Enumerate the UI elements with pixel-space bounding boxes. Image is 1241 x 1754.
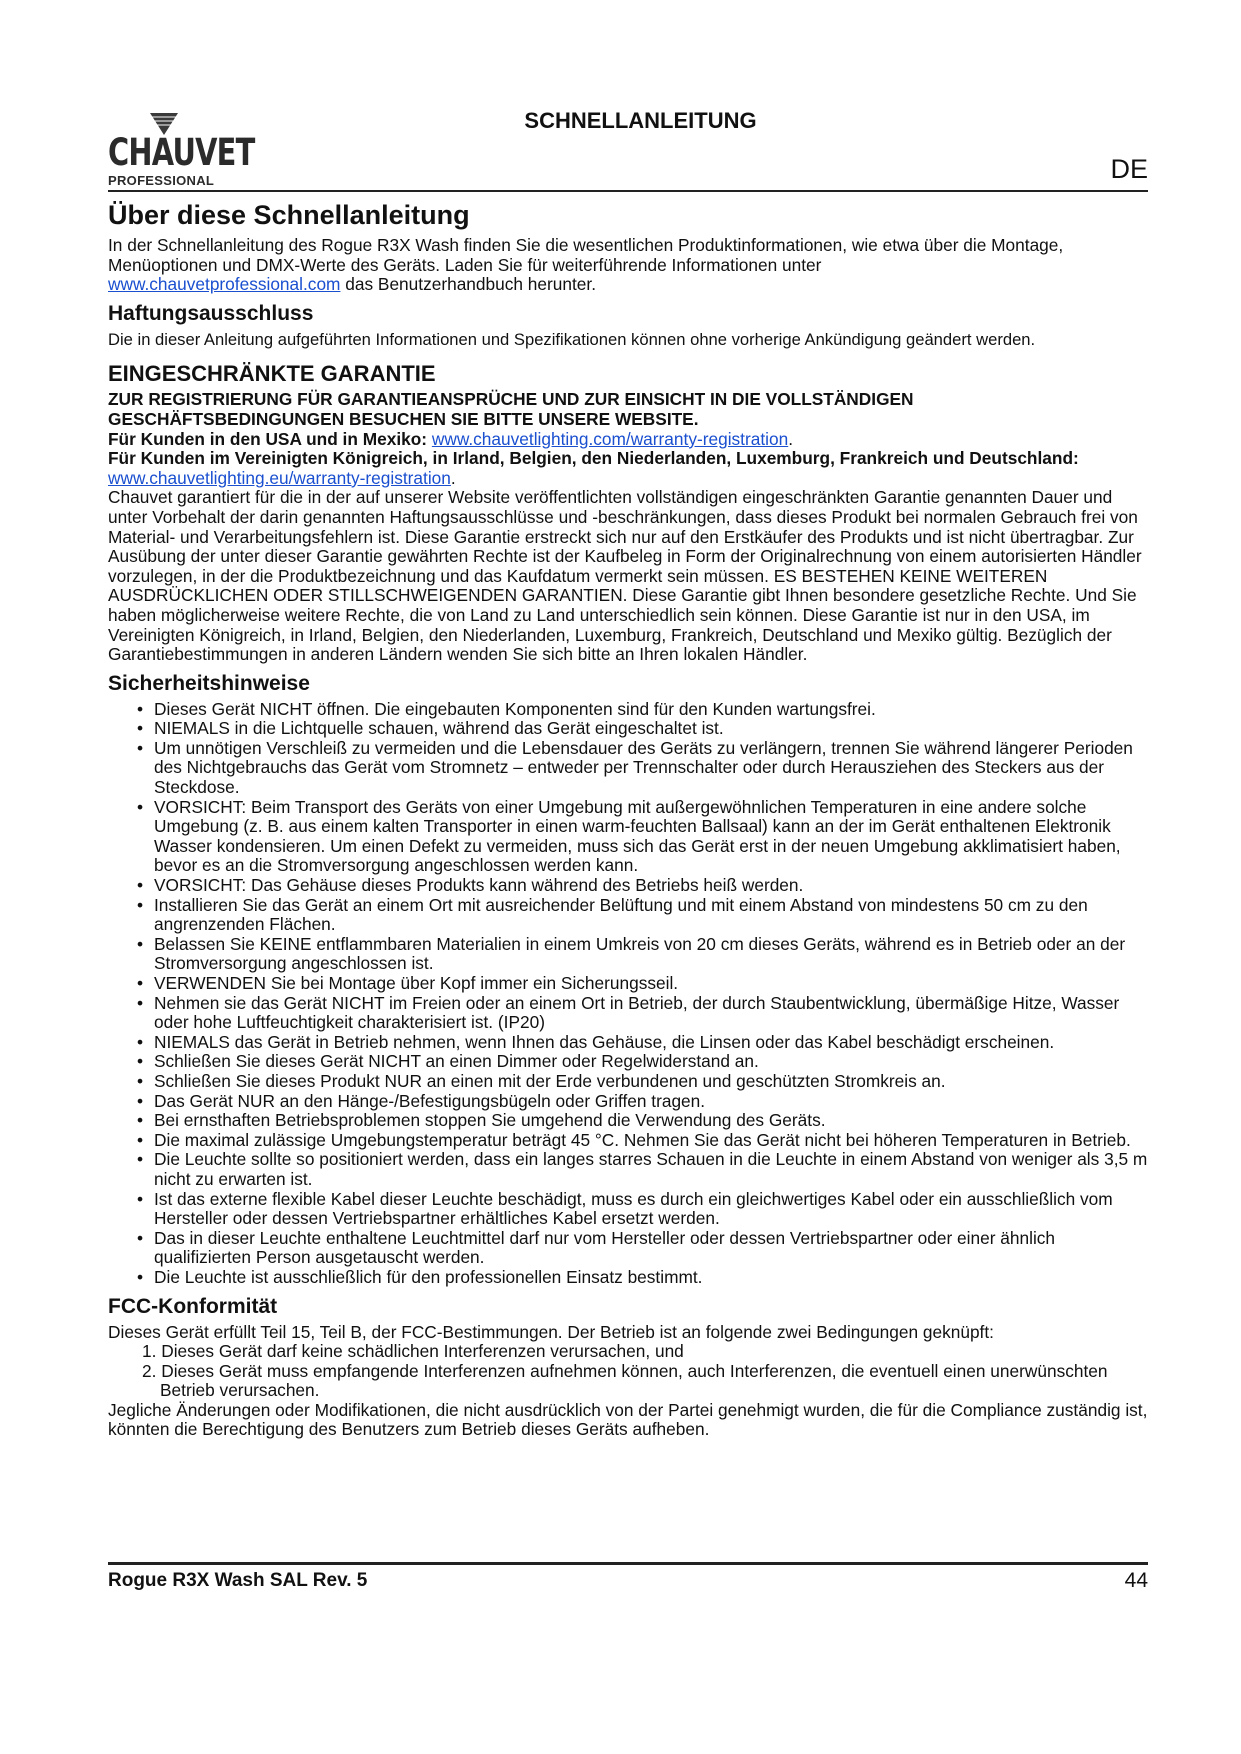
safety-item: • Belassen Sie KEINE entflammbaren Materialien in einem Umkreis von 20 cm dieses Geräts, während es in Betrieb oder an der Stromversorgung angeschlossen ist. [108,935,1148,974]
safety-item: • Die maximal zulässige Umgebungstemperatur beträgt 45 °C. Nehmen Sie das Gerät nicht bei höheren Temperaturen in Betrieb. [108,1131,1148,1151]
warranty-notice: ZUR REGISTRIERUNG FÜR GARANTIEANSPRÜCHE UND ZUR EINSICHT IN DIE VOLLSTÄNDIGEN GESCHÄFTSBEDINGUNGEN BESUCHEN SIE BITTE UNSERE WEBSITE. [108,389,914,429]
safety-item: • VERWENDEN Sie bei Montage über Kopf immer ein Sicherungsseil. [108,974,1148,994]
warranty-usa [108,430,1148,450]
document-title: SCHNELLANLEITUNG [524,108,757,133]
logo-subtext: PROFESSIONAL [108,173,215,188]
safety-item: • Schließen Sie dieses Produkt NUR an einen mit der Erde verbundenen und geschützten Stromkreis an. [108,1072,1148,1092]
language-code: DE [1110,154,1148,184]
safety-item: • Ist das externe flexible Kabel dieser Leuchte beschädigt, muss es durch ein gleichwertiges Kabel oder ein ausschließlich vom Hersteller oder dessen Vertriebspartner erhältliches Kabel ersetzt werden. [108,1190,1148,1229]
fcc-item: 2. Dieses Gerät muss empfangende Interferenzen aufnehmen können, auch Interferenzen, die eventuell einen unerwünschten Betrieb verursachen. [142,1360,1108,1401]
safety-item: • Das Gerät NUR an den Hänge-/Befestigungsbügeln oder Griffen tragen. [108,1092,1148,1112]
warranty-eu-link[interactable]: www.chauvetlighting.eu/warranty-registration [108,467,451,488]
warranty-body: Chauvet garantiert für die in der auf unserer Website veröffentlichten vollständigen eingeschränkten Garantie genannten Dauer und unter Vorbehalt der darin genannten Haftungsausschlüsse und -beschränkungen, dass dieses Produkt bei normalen Gebrauch frei von Material- und Verarbeitungsfehlern ist. Diese Garantie erstreckt sich nur auf den Erstkäufer des Produkts und ist nicht übertragbar. Zur Ausübung der unter dieser Garantie gewährten Rechte ist der Kaufbeleg in Form der Originalrechnung von einem autorisierten Händler vorzulegen, in der die Produktbezeichnung und das Kaufdatum vermerkt sein müssen. ES BESTEHEN KEINE WEITEREN AUSDRÜCKLICHEN ODER STILLSCHWEIGENDEN GARANTIEN. Diese Garantie gibt Ihnen besondere gesetzliche Rechte. Und Sie haben möglicherweise weitere Rechte, die von Land zu Land unterschiedlich sein können. Diese Garantie ist nur in den USA, im Vereinigten Königreich, in Irland, Belgien, den Niederlanden, Luxemburg, Frankreich, Deutschland und Mexiko gültig. Bezüglich der Garantiebestimmungen in anderen Ländern wenden Sie sich bitte an Ihren lokalen Händler. [108,487,1142,665]
safety-item: • NIEMALS das Gerät in Betrieb nehmen, wenn Ihnen das Gehäuse, die Linsen oder das Kabel beschädigt erscheinen. [108,1033,1148,1053]
safety-item: • Nehmen sie das Gerät NICHT im Freien oder an einem Ort in Betrieb, der durch Staubentwicklung, übermäßige Hitze, Wasser oder hohe Luftfeuchtigkeit charakterisiert ist. (IP20) [108,994,1148,1033]
warranty-heading: EINGESCHRÄNKTE GARANTIE [108,361,436,387]
header-divider [108,190,1148,192]
warranty-eu-end: . [450,467,456,488]
fcc-closing: Jegliche Änderungen oder Modifikationen, die nicht ausdrücklich von der Partei genehmigt wurden, die für die Compliance zuständig ist, könnten die Berechtigung des Benutzers zum Betrieb dieses Geräts aufheben. [108,1399,1148,1440]
footer-divider [108,1562,1148,1565]
warranty-usa-link[interactable]: www.chauvetlighting.com/warranty-registration [431,428,789,449]
safety-heading: Sicherheitshinweise [108,671,310,695]
logo-brand-text: CHAUVET [108,131,255,174]
fcc-intro: Dieses Gerät erfüllt Teil 15, Teil B, der FCC-Bestimmungen. Der Betrieb ist an folgende zwei Bedingungen geknüpft: [108,1321,994,1342]
safety-item: • Die Leuchte ist ausschließlich für den professionellen Einsatz bestimmt. [108,1268,1148,1288]
safety-item: • VORSICHT: Beim Transport des Geräts von einer Umgebung mit außergewöhnlichen Temperaturen in eine andere solche Umgebung (z. B. aus einem kalten Transporter in einen warm-feuchten Ballsaal) kann an der im Gerät enthaltenen Elektronik Wasser kondensieren. Um einen Defekt zu vermeiden, muss sich das Gerät erst in der neuen Umgebung akklimatisiert haben, bevor es an die Stromversorgung angeschlossen werden kann. [108,798,1148,876]
fcc-list [108,1342,1148,1401]
main-content [108,198,1148,1440]
warranty-eu-label: Für Kunden im Vereinigten Königreich, in Irland, Belgien, den Niederlanden, Luxemburg, Frankreich und Deutschland: [108,448,1079,469]
safety-item: • VORSICHT: Das Gehäuse dieses Produkts kann während des Betriebs heiß werden. [108,876,1148,896]
fcc-item: 1. Dieses Gerät darf keine schädlichen Interferenzen verursachen, und [142,1341,684,1362]
safety-item: • Dieses Gerät NICHT öffnen. Die eingebauten Komponenten sind für den Kunden wartungsfrei. [108,700,1148,720]
page-number: 44 [1124,1569,1148,1592]
warranty-usa-end: . [788,428,794,449]
safety-item: • NIEMALS in die Lichtquelle schauen, während das Gerät eingeschaltet ist. [108,719,1148,739]
about-text-end: das Benutzerhandbuch herunter. [340,274,597,295]
safety-list [108,700,1148,1288]
safety-item: • Das in dieser Leuchte enthaltene Leuchtmittel darf nur vom Hersteller oder dessen Vertriebspartner oder einer ähnlich qualifizierten Person ausgetauscht werden. [108,1229,1148,1268]
fcc-heading: FCC-Konformität [108,1294,278,1318]
safety-item: • Die Leuchte sollte so positioniert werden, dass ein langes starres Schauen in die Leuchte in einem Abstand von weniger als 3,5 m nicht zu erwarten ist. [108,1150,1148,1189]
warranty-eu [108,449,1148,488]
footer-doc-name: Rogue R3X Wash SAL Rev. 5 [108,1570,368,1591]
about-text [108,236,1148,295]
safety-item: • Schließen Sie dieses Gerät NICHT an einen Dimmer oder Regelwiderstand an. [108,1052,1148,1072]
safety-item: • Um unnötigen Verschleiß zu vermeiden und die Lebensdauer des Geräts zu verlängern, trennen Sie während längerer Perioden des Nichtgebrauchs das Gerät vom Stromnetz – entweder per Trennschalter oder durch Herausziehen des Steckers aus der Steckdose. [108,739,1148,798]
disclaimer-text: Die in dieser Anleitung aufgeführten Informationen und Spezifikationen können ohne vorherige Ankündigung geändert werden. [108,329,1036,349]
disclaimer-heading: Haftungsausschluss [108,301,314,325]
about-heading: Über diese Schnellanleitung [108,200,470,230]
safety-item: • Installieren Sie das Gerät an einem Ort mit ausreichender Belüftung und mit einem Abstand von mindestens 50 cm zu den angrenzenden Flächen. [108,896,1148,935]
chauvetprofessional-link[interactable]: www.chauvetprofessional.com [108,274,341,295]
warranty-usa-label: Für Kunden in den USA und in Mexiko: [108,428,428,449]
about-text-body: In der Schnellanleitung des Rogue R3X Wash finden Sie die wesentlichen Produktinformationen, wie etwa über die Montage, Menüoptionen und DMX-Werte des Geräts. Laden Sie für weiterführende Informationen unter [108,235,1064,275]
safety-item: • Bei ernsthaften Betriebsproblemen stoppen Sie umgehend die Verwendung des Geräts. [108,1111,1148,1131]
